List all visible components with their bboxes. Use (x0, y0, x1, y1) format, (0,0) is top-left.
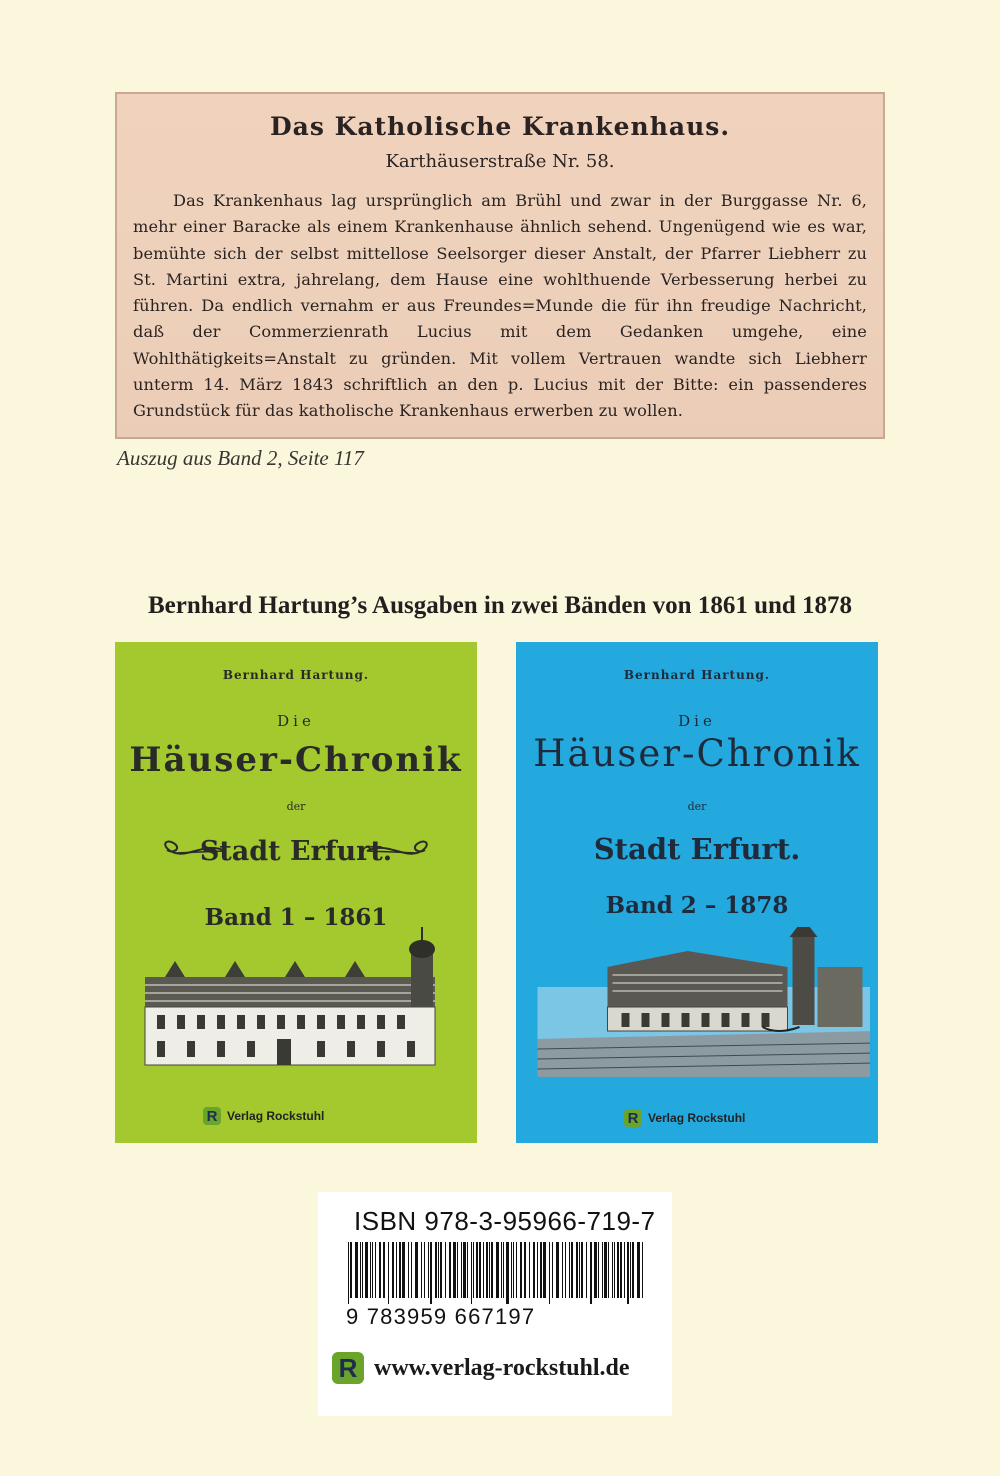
barcode-bar (430, 1242, 432, 1304)
barcode-bar (529, 1242, 530, 1298)
barcode-bar (467, 1242, 468, 1298)
cover-die: Die (277, 712, 315, 730)
barcode-bar (457, 1242, 458, 1298)
barcode-bar (598, 1242, 599, 1298)
barcode-bar (445, 1242, 446, 1298)
barcode-bar (483, 1242, 484, 1298)
publisher-label: Verlag Rockstuhl (227, 1109, 325, 1123)
barcode-bar (579, 1242, 580, 1298)
barcode-bar (590, 1242, 592, 1304)
barcode-bar (362, 1242, 363, 1298)
barcode-bar (608, 1242, 609, 1298)
barcode-bar (562, 1242, 563, 1298)
barcode-bar (617, 1242, 619, 1298)
barcode-bar (581, 1242, 583, 1298)
rockstuhl-logo-icon: R (203, 1107, 221, 1125)
cover-author: Bernhard Hartung. (623, 668, 771, 682)
barcode-bar (565, 1242, 566, 1298)
barcode-bar (428, 1242, 429, 1298)
isbn-digits: 9 783959 667197 (346, 1304, 536, 1329)
barcode-bar (533, 1242, 535, 1298)
barcode-bar (424, 1242, 425, 1298)
barcode-bar (453, 1242, 456, 1298)
barcode-bar (379, 1242, 381, 1298)
barcode-bar (513, 1242, 514, 1298)
barcode-bar (489, 1242, 490, 1298)
barcode-bar (612, 1242, 613, 1298)
barcode-bar (549, 1242, 550, 1304)
building-illustration-icon (135, 927, 460, 1077)
barcode-bar (552, 1242, 553, 1298)
barcode-bar (537, 1242, 538, 1298)
barcode-bar (435, 1242, 437, 1298)
barcode-bar (479, 1242, 481, 1298)
barcode-bar (524, 1242, 526, 1298)
rockstuhl-logo-icon: R (624, 1109, 642, 1127)
cover-volume: Band 2 – 1878 (605, 892, 789, 919)
barcode-bar (506, 1242, 509, 1304)
barcode-bar (402, 1242, 405, 1298)
barcode-bar (491, 1242, 493, 1298)
barcode-bar (569, 1242, 570, 1298)
cover-city: Stadt Erfurt. (593, 832, 801, 866)
barcode-bar (637, 1242, 640, 1298)
cover-volume-2 (516, 642, 878, 1143)
barcode-bar (438, 1242, 439, 1298)
cover-der: der (286, 800, 306, 813)
barcode-bar (473, 1242, 474, 1298)
barcode-bar (365, 1242, 368, 1298)
barcode-bar (421, 1242, 422, 1298)
barcode-bar (411, 1242, 412, 1298)
cover-city: Stadt Erfurt. (199, 836, 393, 867)
barcode-bar (449, 1242, 451, 1298)
excerpt-title: Das Katholische Krankenhaus. (269, 112, 731, 141)
barcode-bar (520, 1242, 522, 1298)
barcode-bar (630, 1242, 631, 1298)
barcode-bar (576, 1242, 578, 1298)
publisher-badge (203, 1107, 324, 1125)
cover-author: Bernhard Hartung. (222, 668, 370, 682)
cover-volume: Band 1 – 1861 (204, 904, 388, 931)
barcode-bar (408, 1242, 409, 1298)
barcode-bar (602, 1242, 603, 1298)
editions-heading: Bernhard Hartung’s Ausgaben in zwei Bänden von 1861 und 1878 (147, 592, 853, 619)
barcode-icon (348, 1242, 648, 1304)
barcode-bar (632, 1242, 634, 1298)
barcode-bar (620, 1242, 622, 1298)
barcode-bar (540, 1242, 542, 1298)
barcode-bar (348, 1242, 349, 1304)
barcode-bar (604, 1242, 607, 1298)
barcode-bar (496, 1242, 499, 1298)
cover-title: Häuser-Chronik (533, 732, 861, 775)
cover-die: Die (678, 712, 716, 730)
barcode-bar (516, 1242, 517, 1298)
barcode-bar (392, 1242, 394, 1298)
barcode-bar (556, 1242, 559, 1298)
website-line (332, 1352, 630, 1384)
isbn-block (318, 1192, 672, 1416)
barcode-bar (440, 1242, 442, 1298)
barcode-bar (501, 1242, 502, 1298)
barcode-bar (415, 1242, 418, 1298)
barcode-bar (399, 1242, 401, 1298)
publisher-label: Verlag Rockstuhl (648, 1111, 746, 1125)
barcode-bar (586, 1242, 587, 1298)
cover-title: Häuser-Chronik (129, 740, 463, 780)
barcode-bar (463, 1242, 466, 1298)
river-church-illustration-icon (530, 927, 870, 1077)
barcode-bar (388, 1242, 389, 1304)
barcode-bar (642, 1242, 643, 1298)
barcode-bar (571, 1242, 573, 1298)
isbn-label: ISBN 978-3-95966-719-7 (354, 1206, 656, 1236)
excerpt-body: Das Krankenhaus lag ursprünglich am Brühl und zwar in der Burggasse Nr. 6, mehr einer Baracke als einem Krankenhause ähnlich sehend. Ungenügend wie es war, bemühte sich der selbst mittellose Seelsorger dieser Anstalt, der Pfarrer Liebherr zu St. Martini extra, jahrelang, dem Hause eine wohlthuende Verbesserung herbei zu führen. Da endlich vernahm er aus Freundes=Munde die für ihn freudige Nachricht, daß der Commerzienrath Lucius mit dem Gedanken umgehe, eine Wohlthätigkeits=Anstalt zu gründen. Mit vollem Vertrauen wandte sich Liebherr unterm 14. März 1843 schriftlich an den p. Lucius mit der Bitte: ein passenderes Grundstück für das katholische Krankenhaus erwerben zu wollen. (133, 191, 867, 421)
barcode-bar (624, 1242, 625, 1298)
excerpt-scan (115, 92, 885, 439)
barcode-bar (476, 1242, 478, 1298)
rockstuhl-logo-icon: R (332, 1352, 364, 1384)
cover-volume-1 (115, 642, 477, 1143)
barcode-bar (355, 1242, 358, 1298)
barcode-bar (627, 1242, 629, 1304)
barcode-bar (375, 1242, 376, 1298)
barcode-bar (614, 1242, 615, 1298)
publisher-badge (624, 1109, 745, 1127)
barcode-bar (486, 1242, 488, 1298)
barcode-bar (370, 1242, 371, 1298)
barcode-bar (350, 1242, 352, 1298)
website-url[interactable]: www.verlag-rockstuhl.de (374, 1354, 630, 1381)
barcode-bar (503, 1242, 504, 1298)
excerpt-caption: Auszug aus Band 2, Seite 117 (117, 446, 364, 470)
barcode-bar (396, 1242, 397, 1298)
cover-der: der (687, 800, 707, 813)
barcode-bar (360, 1242, 361, 1298)
barcode-bar (471, 1242, 472, 1304)
barcode-bar (594, 1242, 597, 1298)
barcode-bar (372, 1242, 373, 1298)
barcode-bar (543, 1242, 546, 1298)
excerpt-subtitle: Karthäuserstraße Nr. 58. (385, 151, 615, 172)
barcode-bar (511, 1242, 512, 1298)
barcode-bar (383, 1242, 385, 1298)
barcode-bar (461, 1242, 462, 1298)
